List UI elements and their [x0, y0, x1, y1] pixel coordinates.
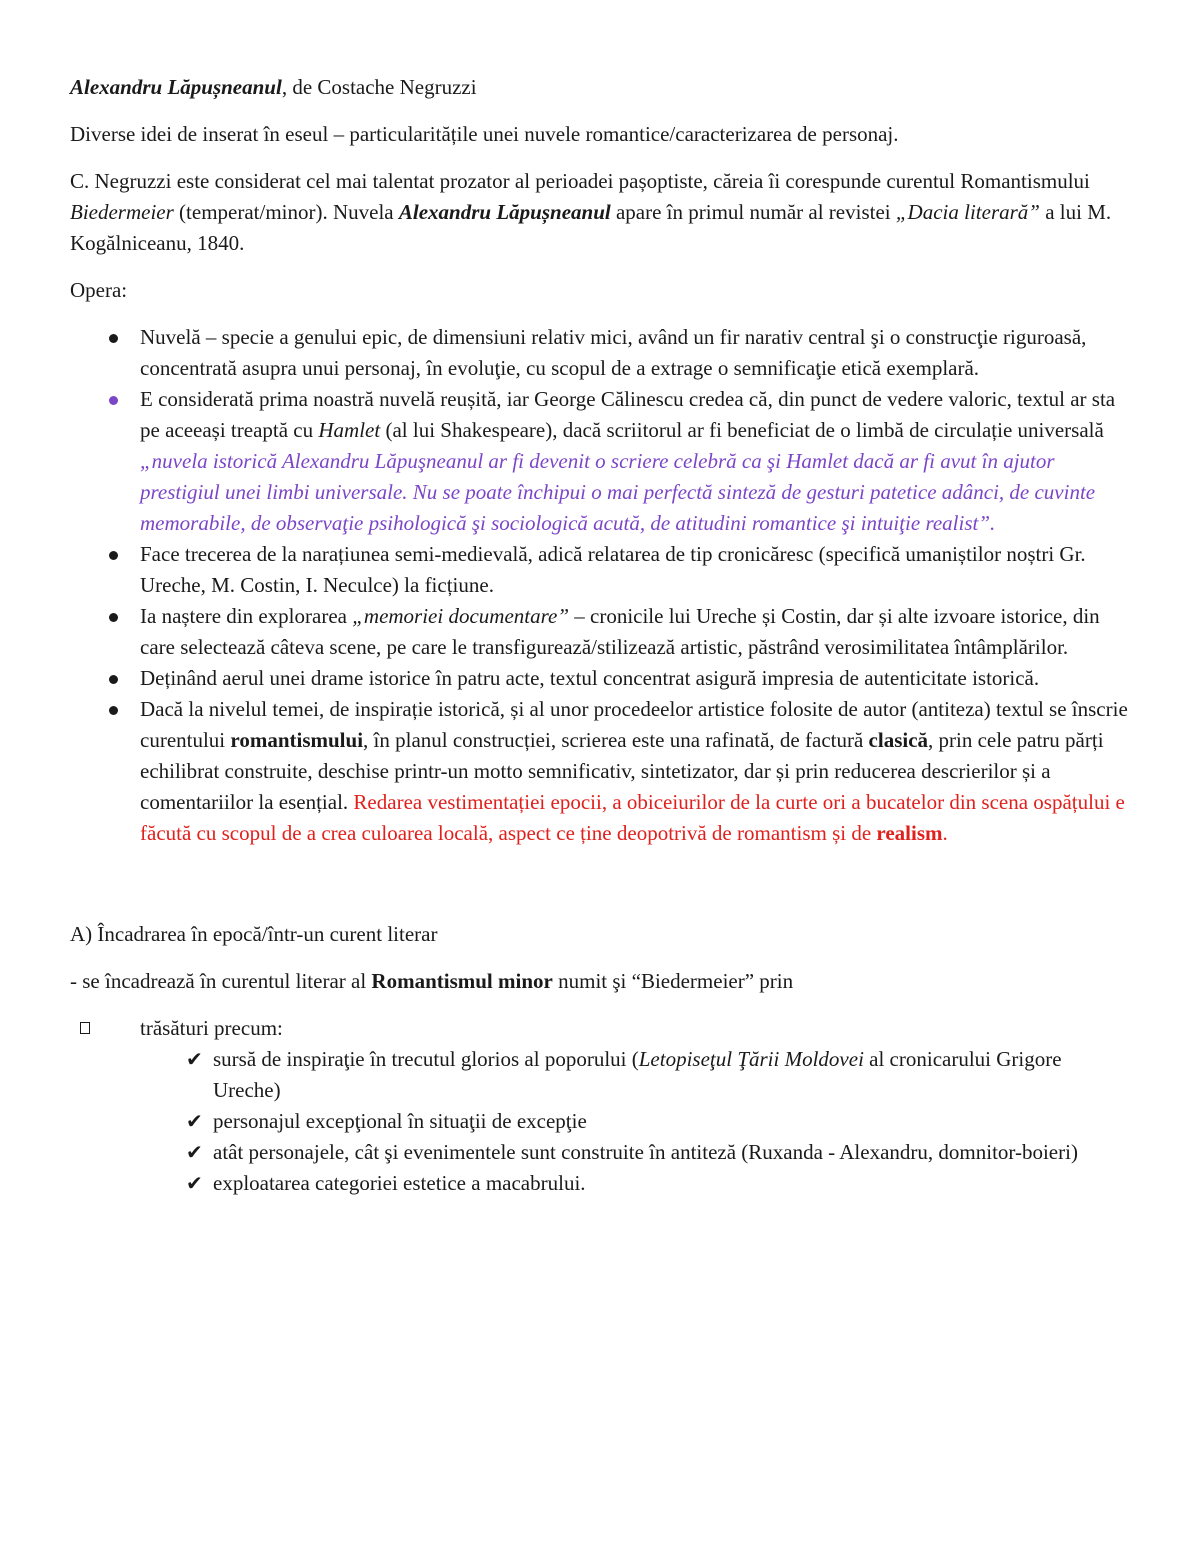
check-item: ✔ sursă de inspiraţie în trecutul glorios al poporului (Letopiseţul Ţării Moldovei al cronicarului Grigore Ureche) [213, 1044, 1130, 1106]
calinescu-quote: „nuvela istorică Alexandru Lăpuşneanul ar fi devenit o scriere celebră ca şi Hamlet dacă ar fi avut în ajutor prestigiul unei limbi universale. Nu se poate închipui o mai perfectă sinteză de gesturi patetice adânci, de cuvinte memorabile, de observaţie psihologică şi sociologică acută, de atitudini romantice şi intuiţie realist”. [140, 449, 1096, 535]
work-title: Alexandru Lăpușneanul [70, 75, 282, 99]
opera-label: Opera: [70, 278, 128, 302]
checkmark-icon: ✔ [186, 1109, 203, 1133]
bullet-icon [109, 334, 118, 343]
bullet-icon [109, 551, 118, 560]
spacer [70, 849, 1130, 919]
bullet-icon [109, 706, 118, 715]
traits-check-list [70, 1044, 1130, 1199]
bullet-icon [109, 675, 118, 684]
bullet-icon [109, 396, 118, 405]
red-highlight-text: Redarea vestimentației epocii, a obiceiurilor de la curte ori a bucatelor din scena ospățului e făcută cu scopul de a crea culoarea locală, aspect ce ține deopotrivă de romantism și de [140, 790, 1125, 845]
check-item: ✔ personajul excepţional în situaţii de excepţie [213, 1106, 1130, 1137]
checkmark-icon: ✔ [186, 1047, 203, 1071]
opera-bullet-list [70, 322, 1130, 849]
bullet-item: Face trecerea de la narațiunea semi-medievală, adică relatarea de tip cronicăresc (specifică umaniștilor noștri Gr. Ureche, M. Costin, I. Neculce) la ficțiune. [140, 539, 1130, 601]
journal-name: „Dacia literară” [895, 200, 1040, 224]
bullet-item: Ia naștere din explorarea „memoriei documentare” – cronicile lui Ureche și Costin, dar și alte izvoare istorice, din care selectează câteva scene, pe care le transfigurează/stilizează artistic, păstrând verosimilitatea întâmplărilor. [140, 601, 1130, 663]
section-a-heading: A) Încadrarea în epocă/într-un curent literar [70, 922, 438, 946]
checkbox-square-icon [80, 1022, 90, 1034]
bullet-icon [109, 613, 118, 622]
bullet-item: Dacă la nivelul temei, de inspirație istorică, și al unor procedeelor artistice folosite de autor (antiteza) textul se înscrie curentului romantismului, în planul construcției, scrierea este una rafinată, de factură clasică, prin cele patru părți echilibrat construite, deschise printr-un motto semnificativ, sintetizator, dar și prin reducerea descrierilor și a comentariilor la esențial. Redarea vestimentației epocii, a obiceiurilor de la curte ori a bucatelor din scena ospățului e făcută cu scopul de a crea culoarea locală, aspect ce ține deopotrivă de romantism și de realism. [140, 694, 1130, 849]
checkmark-icon: ✔ [186, 1140, 203, 1164]
bullet-item: E considerată prima noastră nuvelă reușită, iar George Călinescu credea că, din punct de vedere valoric, textul ar sta pe aceeași treaptă cu Hamlet (al lui Shakespeare), dacă scriitorul ar fi beneficiat de o limbă de circulație universală „nuvela istorică Alexandru Lăpuşneanul ar fi devenit o scriere celebră ca şi Hamlet dacă ar fi avut în ajutor prestigiul unei limbi universale. Nu se poate închipui o mai perfectă sinteză de gesturi patetice adânci, de cuvinte memorabile, de observaţie psihologică şi sociologică acută, de atitudini romantice şi intuiţie realist”. [140, 384, 1130, 539]
document-page [70, 72, 1130, 1199]
traits-item: trăsături precum: [70, 1013, 1130, 1044]
document-title [70, 72, 1130, 103]
checkmark-icon: ✔ [186, 1171, 203, 1195]
context-paragraph: C. Negruzzi este considerat cel mai talentat prozator al perioadei pașoptiste, căreia îi corespunde curentul Romantismului Biedermeier (temperat/minor). Nuvela Alexandru Lăpușneanul apare în primul număr al revistei „Dacia literară” a lui M. Kogălniceanu, 1840. [70, 169, 1112, 255]
check-item: ✔ exploatarea categoriei estetice a macabrului. [213, 1168, 1130, 1199]
intro-paragraph: Diverse idei de inserat în eseul – particularitățile unei nuvele romantice/caracterizarea de personaj. [70, 122, 899, 146]
bullet-item: Deținând aerul unei drame istorice în patru acte, textul concentrat asigură impresia de autenticitate istorică. [140, 663, 1130, 694]
title-author: , de Costache Negruzzi [281, 75, 477, 99]
check-item: ✔ atât personajele, cât şi evenimentele sunt construite în antiteză (Ruxanda - Alexandru, domnitor-boieri) [213, 1137, 1130, 1168]
bullet-item: Nuvelă – specie a genului epic, de dimensiuni relativ mici, având un fir narativ central şi o construcţie riguroasă, concentrată asupra unui personaj, în evoluţie, cu scopul de a extrage o semnificaţie etică exemplară. [140, 322, 1130, 384]
section-a-description: - se încadrează în curentul literar al Romantismul minor numit şi “Biedermeier” prin [70, 969, 794, 993]
